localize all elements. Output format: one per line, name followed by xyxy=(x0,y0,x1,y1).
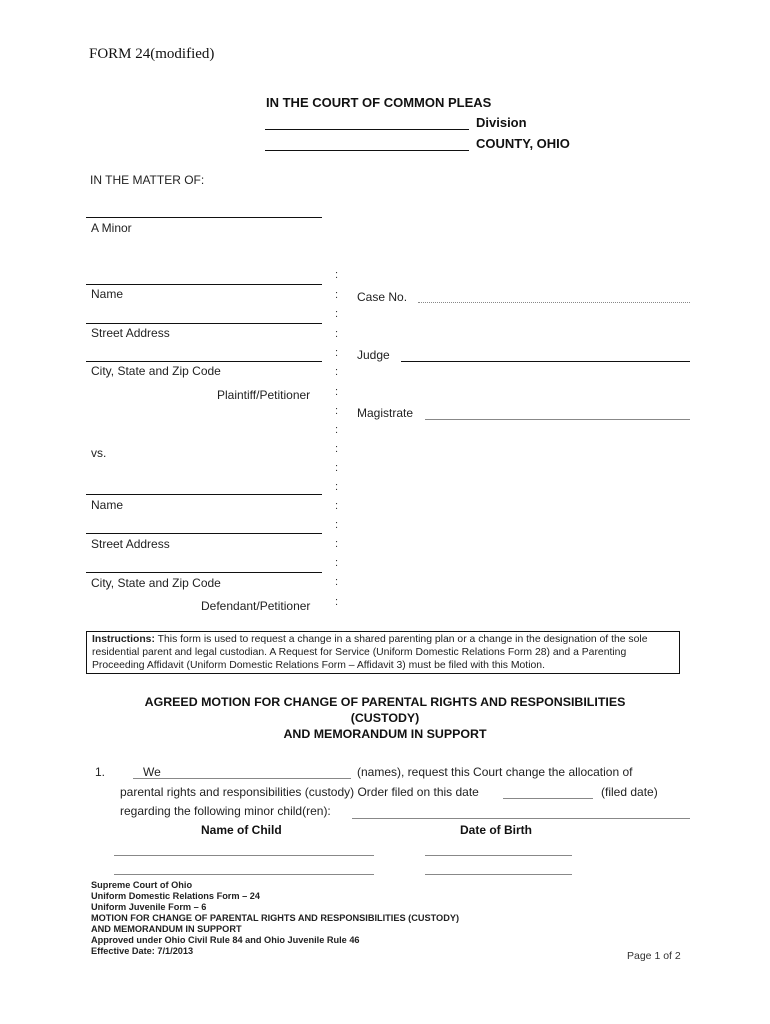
judge-label: Judge xyxy=(357,348,390,362)
we-label: We xyxy=(143,765,161,779)
footer-block xyxy=(91,880,459,957)
footer-line: Uniform Juvenile Form – 6 xyxy=(91,902,207,912)
division-label: Division xyxy=(476,115,527,130)
colon-separator: : xyxy=(335,347,339,359)
magistrate-label: Magistrate xyxy=(357,406,414,420)
county-blank[interactable] xyxy=(265,150,469,151)
motion-title-line: (CUSTODY) xyxy=(350,711,420,725)
colon-separator: : xyxy=(335,596,339,608)
plaintiff-city-blank[interactable] xyxy=(86,361,322,362)
colon-separator: : xyxy=(335,269,339,281)
versus-label: vs. xyxy=(91,446,107,460)
plaintiff-street-label: Street Address xyxy=(91,326,170,340)
defendant-name-label: Name xyxy=(91,498,124,512)
filed-date-label: (filed date) xyxy=(601,785,658,799)
date-of-birth-header: Date of Birth xyxy=(460,823,532,837)
plaintiff-city-label: City, State and Zip Code xyxy=(91,364,221,378)
form-label: FORM 24(modified) xyxy=(89,46,215,62)
child-name-row-1[interactable] xyxy=(114,855,374,856)
page-number: Page 1 of 2 xyxy=(627,950,681,962)
child-dob-row-1[interactable] xyxy=(425,855,572,856)
footer-line: Uniform Domestic Relations Form – 24 xyxy=(91,891,260,901)
motion-title-line: AGREED MOTION FOR CHANGE OF PARENTAL RIGHTS AND RESPONSIBILITIES xyxy=(144,695,626,709)
footer-line: Approved under Ohio Civil Rule 84 and Ohio Juvenile Rule 46 xyxy=(91,935,360,945)
defendant-street-blank[interactable] xyxy=(86,533,322,534)
defendant-city-blank[interactable] xyxy=(86,572,322,573)
colon-separator: : xyxy=(335,386,339,398)
motion-title-line: AND MEMORANDUM IN SUPPORT xyxy=(283,727,487,741)
footer-line: MOTION FOR CHANGE OF PARENTAL RIGHTS AND RESPONSIBILITIES (CUSTODY) xyxy=(91,913,460,923)
matter-heading: IN THE MATTER OF: xyxy=(90,173,205,187)
footer-line: AND MEMORANDUM IN SUPPORT xyxy=(91,924,242,934)
colon-separator: : xyxy=(335,328,339,340)
filed-date-blank[interactable] xyxy=(503,798,593,799)
case-no-blank[interactable] xyxy=(418,302,690,303)
court-title: IN THE COURT OF COMMON PLEAS xyxy=(266,95,492,110)
motion-title xyxy=(0,694,770,742)
colon-separator: : xyxy=(335,519,339,531)
defendant-street-label: Street Address xyxy=(91,537,170,551)
plaintiff-name-label: Name xyxy=(91,287,124,301)
colon-separator: : xyxy=(335,500,339,512)
defendant-city-label: City, State and Zip Code xyxy=(91,576,221,590)
colon-separator: : xyxy=(335,462,339,474)
minor-name-blank[interactable] xyxy=(86,217,322,218)
colon-separator: : xyxy=(335,557,339,569)
case-no-label: Case No. xyxy=(357,290,408,304)
colon-separator: : xyxy=(335,481,339,493)
child-dob-row-2[interactable] xyxy=(425,874,572,875)
children-blank[interactable] xyxy=(352,818,690,819)
footer-line: Effective Date: 7/1/2013 xyxy=(91,946,194,956)
defendant-name-blank[interactable] xyxy=(86,494,322,495)
item-text-b: parental rights and responsibilities (custody) Order filed on this date xyxy=(120,785,479,799)
instructions-text: This form is used to request a change in a shared parenting plan or a change in the designation of the sole residential parent and legal custodian. A Request for Service (Uniform Domestic Relations Form 28) and a Parenting Proceeding Affidavit (Uniform Domestic Relations Form – Affidavit 3) must be filed with this Motion. xyxy=(92,634,648,671)
colon-separator: : xyxy=(335,366,339,378)
instructions-label: Instructions: xyxy=(92,634,155,645)
colon-separator: : xyxy=(335,538,339,550)
colon-separator: : xyxy=(335,576,339,588)
item-number: 1. xyxy=(95,765,106,779)
plaintiff-name-blank[interactable] xyxy=(86,284,322,285)
colon-separator: : xyxy=(335,405,339,417)
county-label: COUNTY, OHIO xyxy=(476,136,570,151)
instructions-box xyxy=(86,631,680,674)
child-name-row-2[interactable] xyxy=(114,874,374,875)
colon-separator: : xyxy=(335,308,339,320)
colon-separator: : xyxy=(335,424,339,436)
colon-separator: : xyxy=(335,289,339,301)
footer-line: Supreme Court of Ohio xyxy=(91,880,193,890)
name-of-child-header: Name of Child xyxy=(201,823,282,837)
defendant-role: Defendant/Petitioner xyxy=(201,599,311,613)
plaintiff-street-blank[interactable] xyxy=(86,323,322,324)
plaintiff-role: Plaintiff/Petitioner xyxy=(217,388,311,402)
names-blank[interactable] xyxy=(133,778,351,779)
judge-blank[interactable] xyxy=(401,361,690,362)
magistrate-blank[interactable] xyxy=(425,419,690,420)
item-text-c: regarding the following minor child(ren): xyxy=(120,804,331,818)
colon-separator: : xyxy=(335,443,339,455)
division-blank[interactable] xyxy=(265,129,469,130)
minor-label: A Minor xyxy=(91,221,132,235)
item-text-a: (names), request this Court change the allocation of xyxy=(357,765,633,779)
